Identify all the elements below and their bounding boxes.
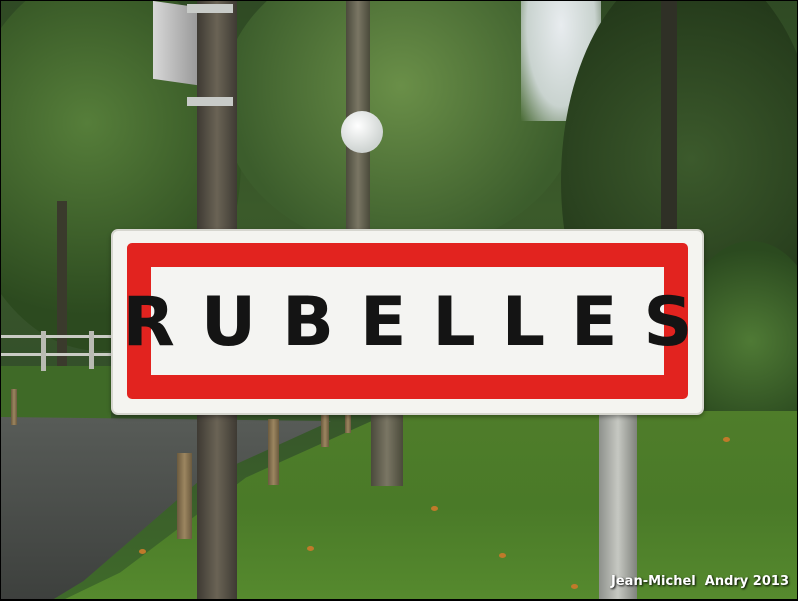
fence-rail	[1, 335, 111, 338]
fallen-leaf	[571, 584, 578, 589]
fallen-leaf	[723, 437, 730, 442]
town-name: RUBELLES	[122, 282, 719, 362]
fence-rail	[1, 353, 111, 356]
fence-post	[89, 331, 94, 369]
fallen-leaf	[139, 549, 146, 554]
tree-trunk-right	[661, 1, 677, 231]
fallen-leaf	[307, 546, 314, 551]
wooden-bollard	[345, 413, 351, 433]
fallen-leaf	[431, 506, 438, 511]
tree-trunk-base	[371, 406, 403, 486]
wooden-bollard	[11, 389, 17, 425]
photo-credit: Jean-Michel Andry 2013	[611, 574, 789, 589]
pole-bracket	[187, 4, 233, 13]
photo-frame	[1, 1, 797, 599]
wooden-bollard	[321, 413, 329, 447]
street-lamp-globe	[341, 111, 383, 153]
town-entry-sign	[111, 229, 719, 415]
pole-bracket	[187, 97, 233, 106]
sign-pole-right	[599, 401, 637, 599]
fallen-leaf	[499, 553, 506, 558]
wooden-bollard	[177, 453, 192, 539]
grass-verge-left	[1, 366, 111, 426]
wooden-bollard	[268, 419, 279, 485]
fence-post	[41, 331, 46, 371]
back-of-sign-panel	[153, 1, 197, 85]
